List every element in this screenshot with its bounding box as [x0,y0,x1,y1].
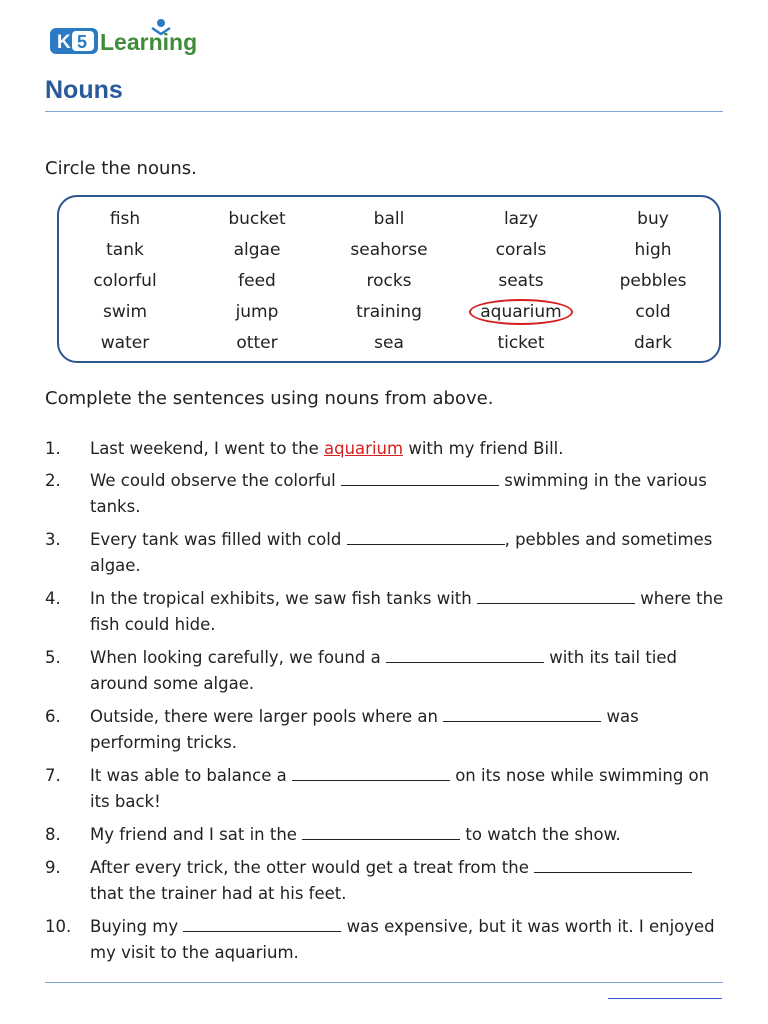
word-bank-item [455,327,587,358]
word-bank-word: pebbles [619,270,687,291]
word-bank-item [587,327,719,358]
word-bank-item-circled [455,296,587,327]
word-bank [57,195,721,363]
sentence-text [90,645,725,697]
svg-text:Learning: Learning [100,29,198,55]
word-bank-word: dark [633,332,673,353]
sentence-item [45,436,725,462]
sentence-number: 9. [45,858,61,877]
sentence-text-after: was performing tricks. [90,707,639,752]
sentence-item [45,704,725,756]
answer-blank[interactable] [443,707,601,722]
sentence-answer: aquarium [324,439,404,458]
svg-text:K: K [57,32,71,53]
sentence-number: 6. [45,707,61,726]
word-bank-word: otter [236,332,278,353]
footer-divider [45,982,723,983]
sentence-text [90,822,725,848]
answer-blank[interactable] [386,648,544,663]
sentence-text-before: Every tank was filled with cold [90,530,347,549]
sentence-item [45,468,725,520]
svg-text:5: 5 [77,32,88,52]
footer-link-underline[interactable] [608,998,722,999]
instruction-circle-nouns: Circle the nouns. [45,158,197,179]
word-bank-item [323,296,455,327]
sentence-number: 5. [45,648,61,667]
word-bank-item [323,203,455,234]
k5-learning-logo [48,14,218,58]
word-bank-word: rocks [366,270,412,291]
sentence-text [90,914,725,966]
word-bank-word: sea [374,332,404,353]
sentence-text-before: In the tropical exhibits, we saw fish tanks with [90,589,477,608]
sentence-text-before: My friend and I sat in the [90,825,303,844]
word-bank-word: lazy [503,208,539,229]
answer-blank[interactable] [341,471,499,486]
sentence-text-before: It was able to balance a [90,766,292,785]
word-bank-item [587,265,719,296]
word-bank-item [455,203,587,234]
word-bank-word: high [634,239,672,260]
sentence-number: 7. [45,766,61,785]
sentence-number: 10. [45,917,72,936]
word-bank-item [191,327,323,358]
word-bank-item [59,265,191,296]
word-bank-word: aquarium [469,299,572,325]
word-bank-item [455,265,587,296]
answer-blank[interactable] [347,530,505,545]
sentence-text [90,855,725,907]
answer-blank[interactable] [477,589,635,604]
sentence-text-before: Buying my [90,917,184,936]
answer-blank[interactable] [302,825,460,840]
sentence-text [90,586,725,638]
word-bank-item [323,327,455,358]
word-bank-item [587,234,719,265]
answer-blank[interactable] [292,766,450,781]
sentence-text-after: with my friend Bill. [403,439,564,458]
sentence-text-before: After every trick, the otter would get a treat from the [90,858,535,877]
sentence-text-before: Outside, there were larger pools where an [90,707,444,726]
sentence-item [45,645,725,697]
sentence-text [90,527,725,579]
word-bank-word: feed [238,270,276,291]
instruction-complete-sentences: Complete the sentences using nouns from above. [45,388,494,409]
word-bank-word: fish [109,208,141,229]
sentence-text [90,763,725,815]
sentence-text-after: on its nose while swimming on its back! [90,766,710,811]
sentence-text-after: to watch the show. [460,825,621,844]
word-bank-item [191,234,323,265]
word-bank-item [191,203,323,234]
word-bank-item [191,265,323,296]
sentence-text-after: , pebbles and sometimes algae. [90,530,713,575]
word-bank-word: cold [635,301,671,322]
word-bank-item [59,203,191,234]
word-bank-item [59,234,191,265]
word-bank-word: jump [235,301,279,322]
word-bank-item [59,296,191,327]
sentence-text-after: was expensive, but it was worth it. I enjoyed my visit to the aquarium. [90,917,715,962]
sentence-number: 4. [45,589,61,608]
header-divider [45,111,723,112]
word-bank-word: ball [373,208,405,229]
sentence-text-after: swimming in the various tanks. [90,471,707,516]
word-bank-word: seahorse [350,239,428,260]
word-bank-item [59,327,191,358]
sentence-item [45,914,725,966]
word-bank-word: algae [233,239,281,260]
sentence-text-before: When looking carefully, we found a [90,648,386,667]
word-bank-item [587,296,719,327]
word-bank-item [191,296,323,327]
word-bank-word: buy [637,208,669,229]
sentence-item [45,763,725,815]
sentence-text-after: with its tail tied around some algae. [90,648,678,693]
word-bank-word: swim [102,301,148,322]
sentence-item [45,527,725,579]
word-bank-word: bucket [228,208,286,229]
sentence-item [45,586,725,638]
word-bank-word: ticket [497,332,545,353]
sentence-text [90,468,725,520]
word-bank-item [323,234,455,265]
sentence-text-after: that the trainer had at his feet. [90,884,347,903]
answer-blank[interactable] [183,917,341,932]
word-bank-word: tank [106,239,144,260]
answer-blank[interactable] [534,858,692,873]
word-bank-item [323,265,455,296]
sentence-text [90,436,725,462]
sentence-text [90,704,725,756]
sentence-number: 1. [45,439,61,458]
page-title: Nouns [45,76,123,104]
sentence-number: 2. [45,471,61,490]
word-bank-item [455,234,587,265]
sentence-text-after: where the fish could hide. [90,589,724,634]
sentence-number: 3. [45,530,61,549]
word-bank-word: water [100,332,150,353]
sentence-item [45,822,725,848]
word-bank-word: training [356,301,422,322]
sentence-number: 8. [45,825,61,844]
word-bank-word: corals [495,239,547,260]
sentence-item [45,855,725,907]
word-bank-word: seats [498,270,544,291]
word-bank-item [587,203,719,234]
sentence-text-before: We could observe the colorful [90,471,341,490]
sentence-text-before: Last weekend, I went to the [90,439,325,458]
word-bank-word: colorful [93,270,157,291]
